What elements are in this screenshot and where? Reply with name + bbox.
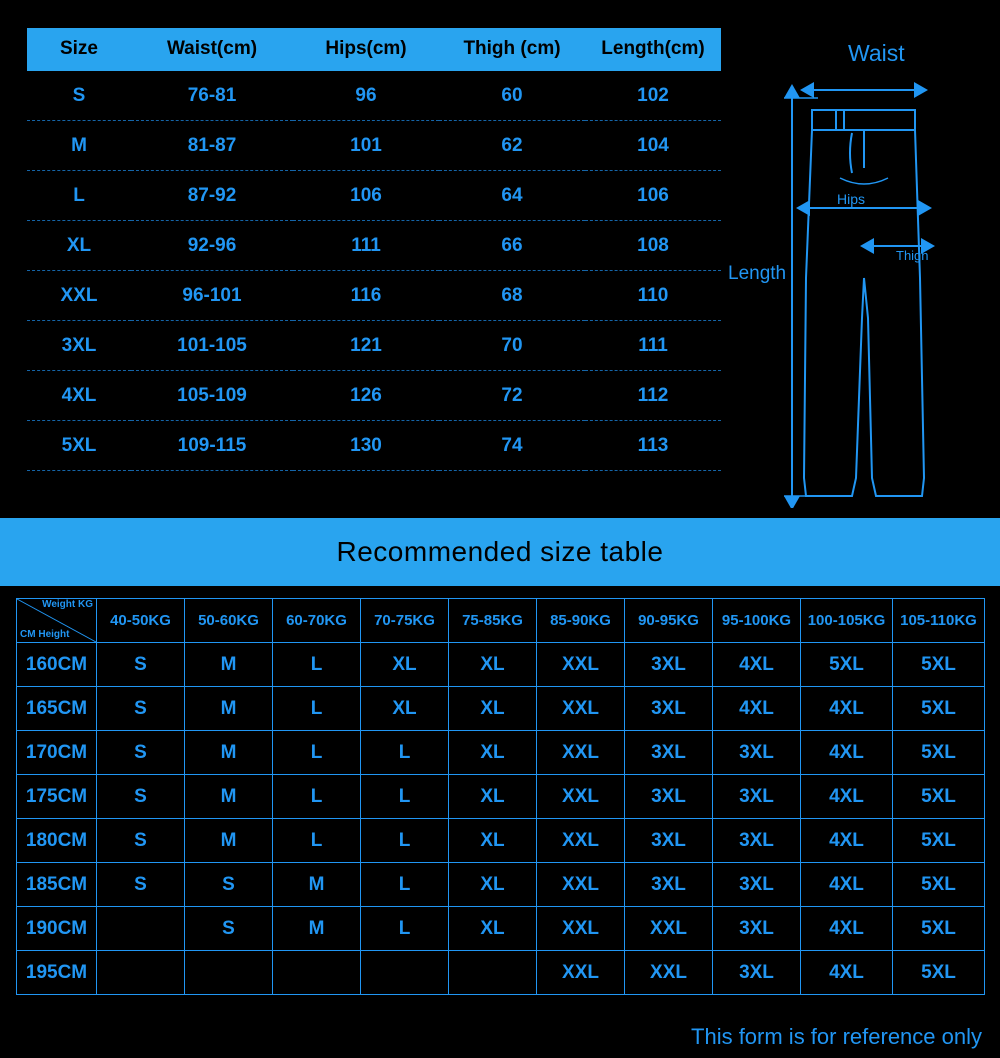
- cell-waist: 109-115: [131, 421, 293, 471]
- cell-length: 112: [585, 371, 721, 421]
- height-header: 195CM: [17, 951, 97, 995]
- cell-thigh: 72: [439, 371, 585, 421]
- cell-size: 5XL: [27, 421, 131, 471]
- cell-hips: 96: [293, 71, 439, 121]
- size-cell: S: [97, 687, 185, 731]
- size-cell: XL: [361, 643, 449, 687]
- weight-header: 40-50KG: [97, 599, 185, 643]
- size-cell: L: [361, 863, 449, 907]
- table-row: [27, 171, 721, 221]
- size-cell: S: [97, 863, 185, 907]
- cell-length: 111: [585, 321, 721, 371]
- size-cell: 3XL: [625, 731, 713, 775]
- header-hips: Hips(cm): [293, 28, 439, 71]
- size-cell: M: [185, 731, 273, 775]
- cell-size: 3XL: [27, 321, 131, 371]
- size-cell: L: [273, 775, 361, 819]
- cell-length: 106: [585, 171, 721, 221]
- recommended-size-banner: [0, 518, 1000, 586]
- size-cell: 3XL: [713, 863, 801, 907]
- height-header: 180CM: [17, 819, 97, 863]
- cell-length: 113: [585, 421, 721, 471]
- size-cell: 3XL: [625, 687, 713, 731]
- cell-length: 102: [585, 71, 721, 121]
- cell-size: M: [27, 121, 131, 171]
- corner-height-labels: [20, 630, 69, 640]
- table-row: [17, 643, 985, 687]
- table-row: [17, 687, 985, 731]
- size-cell: M: [185, 643, 273, 687]
- size-cell: 5XL: [893, 907, 985, 951]
- size-cell: M: [273, 907, 361, 951]
- cell-hips: 126: [293, 371, 439, 421]
- table-row: [17, 731, 985, 775]
- corner-weight-labels: [42, 600, 93, 610]
- weight-header: 90-95KG: [625, 599, 713, 643]
- size-cell: XL: [449, 907, 537, 951]
- cell-hips: 130: [293, 421, 439, 471]
- size-cell: S: [185, 863, 273, 907]
- cell-thigh: 62: [439, 121, 585, 171]
- size-cell: 4XL: [713, 687, 801, 731]
- size-cell: 4XL: [801, 687, 893, 731]
- pants-measurement-diagram: [728, 18, 990, 508]
- table-row: [27, 221, 721, 271]
- size-cell: M: [185, 775, 273, 819]
- size-cell: [449, 951, 537, 995]
- corner-height-unit: CM: [20, 629, 36, 640]
- height-header: 160CM: [17, 643, 97, 687]
- size-cell: [185, 951, 273, 995]
- table-row: [27, 371, 721, 421]
- size-cell: XXL: [537, 907, 625, 951]
- size-cell: L: [273, 731, 361, 775]
- header-waist: Waist(cm): [131, 28, 293, 71]
- size-cell: XXL: [537, 731, 625, 775]
- size-cell: 5XL: [893, 643, 985, 687]
- cell-hips: 116: [293, 271, 439, 321]
- cell-waist: 87-92: [131, 171, 293, 221]
- weight-header: 60-70KG: [273, 599, 361, 643]
- size-cell: 4XL: [801, 775, 893, 819]
- cell-waist: 76-81: [131, 71, 293, 121]
- cell-length: 108: [585, 221, 721, 271]
- table-row: [17, 907, 985, 951]
- size-cell: L: [361, 907, 449, 951]
- size-cell: M: [273, 863, 361, 907]
- size-cell: [273, 951, 361, 995]
- weight-header: 95-100KG: [713, 599, 801, 643]
- size-cell: [97, 951, 185, 995]
- size-cell: M: [185, 819, 273, 863]
- header-size: Size: [27, 28, 131, 71]
- size-cell: L: [361, 819, 449, 863]
- top-section: [0, 0, 1000, 518]
- recommended-size-table-wrapper: [16, 598, 984, 995]
- size-cell: XL: [449, 687, 537, 731]
- size-cell: XXL: [537, 951, 625, 995]
- diagram-label-waist: Waist: [848, 40, 905, 66]
- cell-size: 4XL: [27, 371, 131, 421]
- table-row: [27, 71, 721, 121]
- cell-size: XL: [27, 221, 131, 271]
- size-cell: 5XL: [893, 951, 985, 995]
- size-cell: 3XL: [625, 863, 713, 907]
- recommended-size-table: [16, 598, 985, 995]
- diagram-label-length: Length: [728, 263, 787, 284]
- size-cell: M: [185, 687, 273, 731]
- size-table-header-row: [27, 28, 721, 71]
- size-cell: 5XL: [893, 775, 985, 819]
- size-cell: S: [185, 907, 273, 951]
- weight-header: 85-90KG: [537, 599, 625, 643]
- weight-header: 70-75KG: [361, 599, 449, 643]
- size-cell: XL: [449, 775, 537, 819]
- cell-hips: 121: [293, 321, 439, 371]
- size-cell: S: [97, 731, 185, 775]
- table-row: [17, 775, 985, 819]
- weight-header: 75-85KG: [449, 599, 537, 643]
- size-cell: XXL: [537, 775, 625, 819]
- size-cell: S: [97, 819, 185, 863]
- size-cell: XL: [361, 687, 449, 731]
- cell-size: S: [27, 71, 131, 121]
- diagram-label-hips: Hips: [837, 191, 866, 207]
- table-row: [27, 271, 721, 321]
- table-row: [27, 321, 721, 371]
- size-cell: S: [97, 775, 185, 819]
- cell-thigh: 74: [439, 421, 585, 471]
- size-cell: [361, 951, 449, 995]
- size-cell: 3XL: [625, 643, 713, 687]
- cell-waist: 105-109: [131, 371, 293, 421]
- cell-waist: 92-96: [131, 221, 293, 271]
- corner-axis-cell: [17, 599, 97, 643]
- table-row: [27, 421, 721, 471]
- cell-hips: 101: [293, 121, 439, 171]
- size-cell: 4XL: [801, 951, 893, 995]
- size-cell: 3XL: [713, 951, 801, 995]
- header-length: Length(cm): [585, 28, 721, 71]
- size-cell: XXL: [537, 687, 625, 731]
- cell-hips: 111: [293, 221, 439, 271]
- size-cell: 5XL: [801, 643, 893, 687]
- cell-thigh: 60: [439, 71, 585, 121]
- size-cell: XXL: [625, 951, 713, 995]
- weight-header: 105-110KG: [893, 599, 985, 643]
- size-cell: 5XL: [893, 863, 985, 907]
- cell-waist: 96-101: [131, 271, 293, 321]
- size-cell: [97, 907, 185, 951]
- height-header: 185CM: [17, 863, 97, 907]
- height-header: 190CM: [17, 907, 97, 951]
- size-cell: 4XL: [801, 863, 893, 907]
- cell-thigh: 64: [439, 171, 585, 221]
- table-row: [17, 951, 985, 995]
- weight-header: 50-60KG: [185, 599, 273, 643]
- size-cell: XXL: [537, 863, 625, 907]
- cell-length: 110: [585, 271, 721, 321]
- cell-thigh: 66: [439, 221, 585, 271]
- size-cell: L: [361, 731, 449, 775]
- size-cell: 5XL: [893, 687, 985, 731]
- reference-note: This form is for reference only: [691, 1024, 982, 1049]
- size-cell: 3XL: [625, 819, 713, 863]
- size-cell: 4XL: [713, 643, 801, 687]
- table-row: [27, 121, 721, 171]
- corner-weight-unit: KG: [78, 599, 93, 610]
- recommended-header-row: [17, 599, 985, 643]
- cell-waist: 101-105: [131, 321, 293, 371]
- banner-title: Recommended size table: [336, 536, 664, 567]
- table-row: [17, 819, 985, 863]
- size-cell: XL: [449, 731, 537, 775]
- size-specification-table: [27, 28, 721, 471]
- weight-header: 100-105KG: [801, 599, 893, 643]
- size-cell: 3XL: [713, 731, 801, 775]
- cell-waist: 81-87: [131, 121, 293, 171]
- size-cell: 3XL: [713, 775, 801, 819]
- size-cell: XXL: [537, 819, 625, 863]
- size-cell: 4XL: [801, 819, 893, 863]
- cell-thigh: 70: [439, 321, 585, 371]
- table-row: [17, 863, 985, 907]
- size-cell: L: [273, 687, 361, 731]
- size-cell: XXL: [537, 643, 625, 687]
- size-cell: XXL: [625, 907, 713, 951]
- corner-height-label: Height: [38, 629, 70, 640]
- size-cell: XL: [449, 643, 537, 687]
- cell-size: XXL: [27, 271, 131, 321]
- size-cell: 3XL: [713, 819, 801, 863]
- size-cell: XL: [449, 819, 537, 863]
- size-cell: S: [97, 643, 185, 687]
- size-cell: 3XL: [713, 907, 801, 951]
- height-header: 175CM: [17, 775, 97, 819]
- cell-length: 104: [585, 121, 721, 171]
- size-cell: 5XL: [893, 731, 985, 775]
- size-cell: 4XL: [801, 907, 893, 951]
- cell-thigh: 68: [439, 271, 585, 321]
- size-cell: 4XL: [801, 731, 893, 775]
- height-header: 165CM: [17, 687, 97, 731]
- size-cell: 5XL: [893, 819, 985, 863]
- size-cell: L: [273, 643, 361, 687]
- size-cell: XL: [449, 863, 537, 907]
- cell-hips: 106: [293, 171, 439, 221]
- height-header: 170CM: [17, 731, 97, 775]
- size-cell: L: [361, 775, 449, 819]
- corner-weight-label: Weight: [42, 599, 76, 610]
- size-cell: 3XL: [625, 775, 713, 819]
- diagram-label-thigh: Thigh: [896, 248, 929, 263]
- size-cell: L: [273, 819, 361, 863]
- header-thigh: Thigh (cm): [439, 28, 585, 71]
- cell-size: L: [27, 171, 131, 221]
